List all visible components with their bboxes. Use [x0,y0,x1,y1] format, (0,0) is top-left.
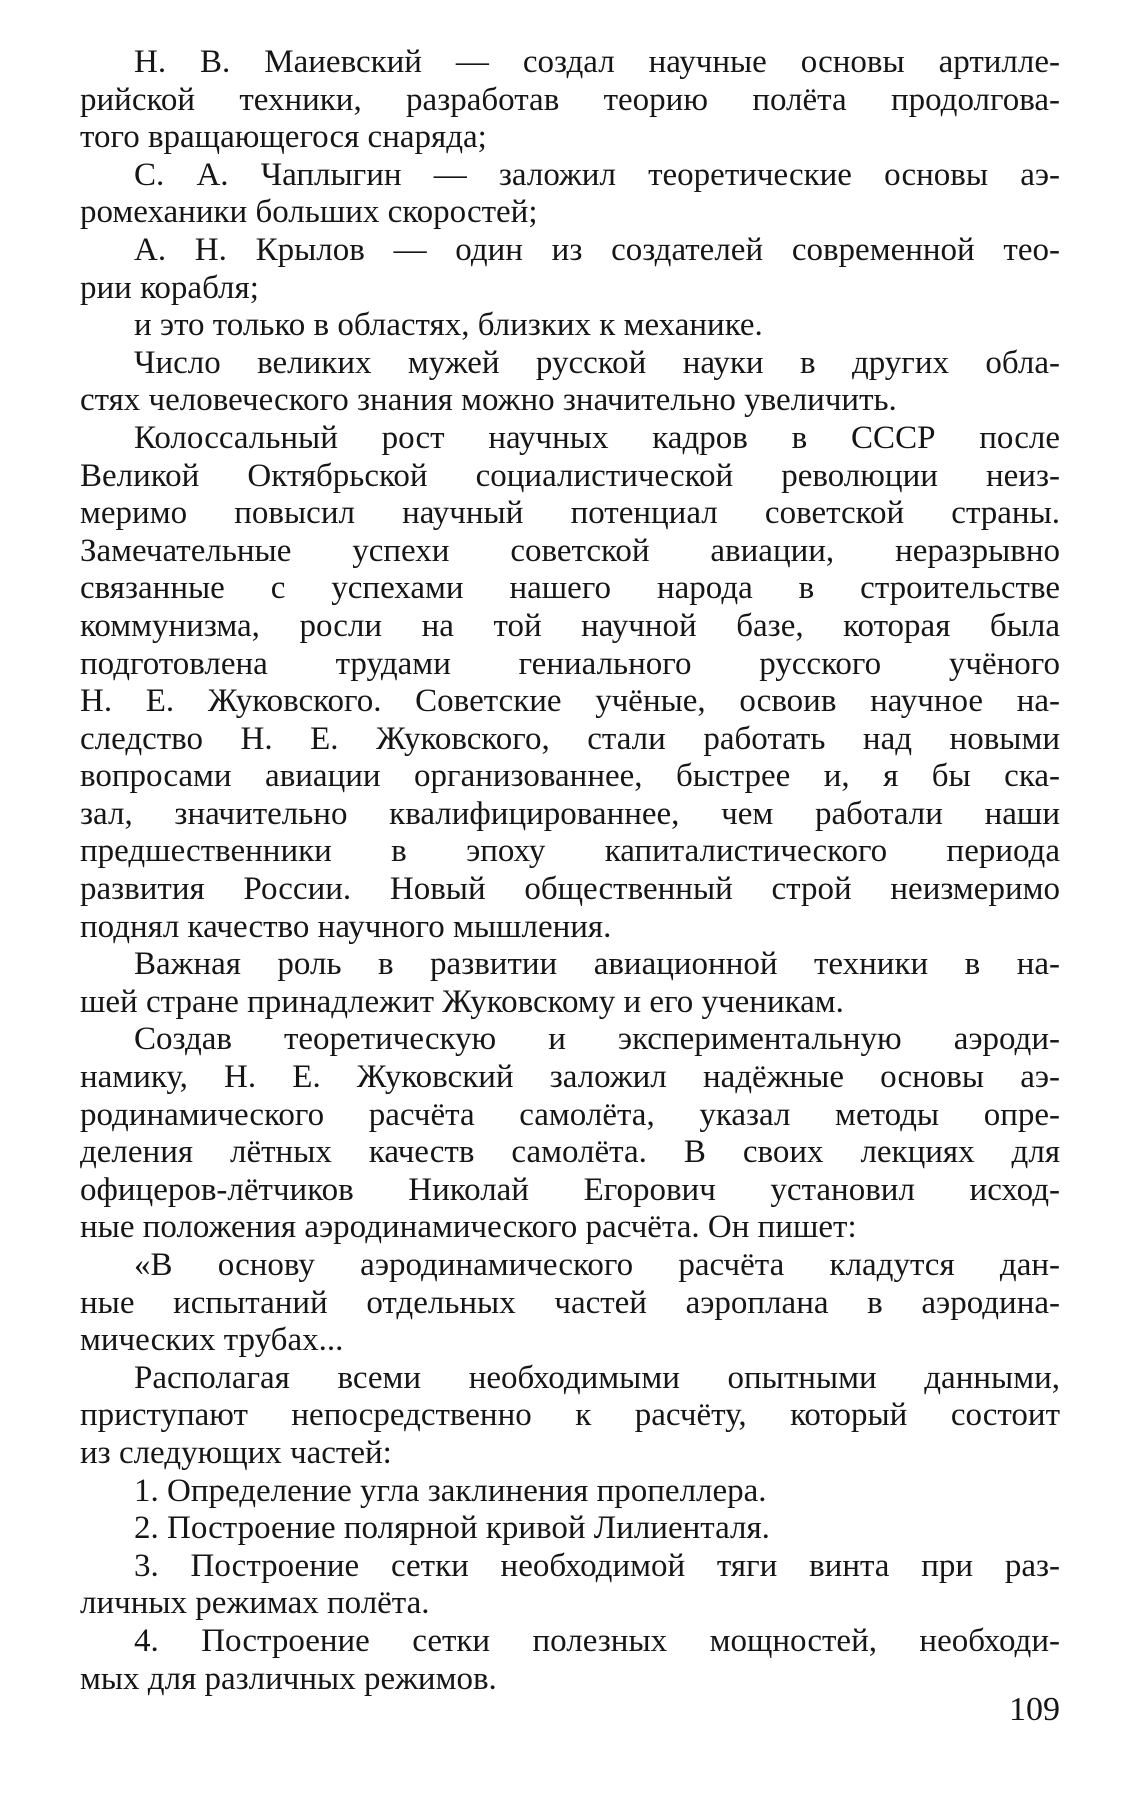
text-line: рии корабля; [80,269,259,306]
text-line: Число великих мужей русской науки в других обла- [134,344,1060,381]
text-line: того вращающегося снаряда; [80,119,487,156]
text-line: поднял качество научного мышления. [80,908,612,945]
text-line: приступают непосредственно к расчёту, который состоит [80,1397,1060,1434]
text-line: стях человеческого знания можно значительно увеличить. [80,382,897,419]
text-line: и это только в областях, близких к механике. [134,307,763,344]
text-line: связанные с успехами нашего народа в строительстве [80,570,1060,607]
text-line: Создав теоретическую и экспериментальную аэроди- [134,1021,1060,1058]
text-line: мых для различных режимов. [80,1660,497,1697]
text-line: Н. В. Маиевский — создал научные основы артилле- [134,44,1060,80]
text-line: ромеханики больших скоростей; [80,194,538,231]
text-line: Великой Октябрьской социалистической революции неиз- [80,457,1060,494]
text-line: ные положения аэродинамического расчёта. Он пишет: [80,1209,857,1246]
text-line: С. А. Чаплыгин — заложил теоретические основы аэ- [134,156,1060,193]
text-line: рийской техники, разработав теорию полёта продолгова- [80,81,1060,118]
text-line: офицеров-лётчиков Николай Егорович установил исход- [80,1171,1060,1208]
text-line: мических трубах... [80,1322,344,1359]
text-line: зал, значительно квалифицированнее, чем работали наши [80,795,1060,832]
text-line: Располагая всеми необходимыми опытными данными, [134,1359,1060,1396]
text-line: меримо повысил научный потенциал советской страны. [80,495,1060,532]
text-line: следство Н. Е. Жуковского, стали работать над новыми [80,720,1060,757]
text-line: предшественники в эпоху капиталистического периода [80,833,1060,870]
text-line: Замечательные успехи советской авиации, неразрывно [80,532,1060,569]
text-line: шей стране принадлежит Жуковскому и его ученикам. [80,983,844,1020]
text-line: родинамического расчёта самолёта, указал методы опре- [80,1096,1060,1133]
text-line: А. Н. Крылов — один из создателей современной тео- [134,231,1060,268]
page-number: 109 [1009,1691,1060,1728]
text-line: вопросами авиации организованнее, быстрее и, я бы ска- [80,758,1060,795]
text-line: 4. Построение сетки полезных мощностей, необходи- [134,1622,1060,1659]
text-line: деления лётных качеств самолёта. В своих лекциях для [80,1134,1060,1171]
text-line: намику, Н. Е. Жуковский заложил надёжные основы аэ- [80,1059,1060,1096]
text-line: из следующих частей: [80,1434,392,1471]
text-line: ные испытаний отдельных частей аэроплана в аэродина- [80,1284,1060,1321]
text-line: коммунизма, росли на той научной базе, которая была [80,607,1060,644]
text-line: Колоссальный рост научных кадров в СССР после [134,419,1060,456]
text-line: 1. Определение угла заклинения пропеллера. [134,1472,767,1509]
text-line: 2. Построение полярной кривой Лилиенталя. [134,1510,770,1547]
text-line: личных режимах полёта. [80,1585,430,1622]
text-line: подготовлена трудами гениального русского учёного [80,645,1060,682]
text-line: 3. Построение сетки необходимой тяги винта при раз- [134,1547,1060,1584]
text-line: Важная роль в развитии авиационной техники в на- [134,946,1060,983]
text-line: Н. Е. Жуковского. Советские учёные, освоив научное на- [80,683,1060,720]
text-line: развития России. Новый общественный строй неизмеримо [80,871,1060,908]
text-line: «В основу аэродинамического расчёта кладутся дан- [134,1247,1060,1283]
page-body [80,44,1060,1698]
